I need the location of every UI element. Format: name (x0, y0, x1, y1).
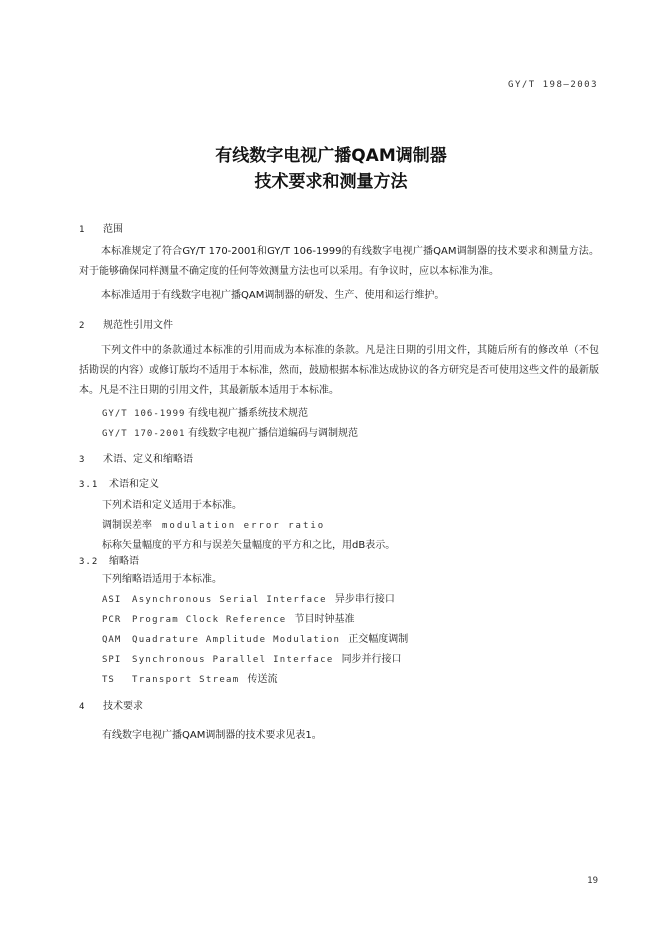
section-3-2-heading (79, 552, 139, 567)
section-number: 3 (79, 455, 86, 465)
term-name: 调制误差率 (102, 520, 152, 531)
section-4-heading (79, 697, 143, 712)
abbreviation-chinese: 同步并行接口 (341, 654, 402, 665)
abbreviation-chinese: 传送流 (247, 674, 278, 685)
section-1-heading (79, 220, 123, 235)
document-title-line1: 有线数字电视广播QAM调制器 (215, 146, 447, 166)
abbreviation: TS (102, 675, 115, 685)
abbreviation-english: Synchronous Parallel Interface (132, 655, 334, 665)
abbreviation-english: Program Clock Reference (132, 615, 287, 625)
abbreviation-row (102, 610, 355, 625)
abbreviation-row (102, 650, 402, 665)
terms-intro: 下列术语和定义适用于本标准。 (102, 500, 242, 511)
document-title-line2: 技术要求和测量方法 (254, 172, 408, 192)
section-number: 4 (79, 702, 86, 712)
page-number: 19 (587, 876, 598, 886)
abbreviation: ASI (102, 595, 122, 605)
section-title: 术语、定义和缩略语 (103, 454, 193, 465)
section-2-heading (79, 316, 173, 331)
abbreviation-row (102, 670, 278, 685)
abbreviation: QAM (102, 635, 122, 645)
section-1-paragraph-2: 本标准适用于有线数字电视广播QAM调制器的研发、生产、使用和运行维护。 (101, 290, 445, 301)
abbreviation-english: Asynchronous Serial Interface (132, 595, 327, 605)
section-number: 1 (79, 225, 86, 235)
section-1-paragraph-1: 本标准规定了符合GY/T 170-2001和GY/T 106-1999的有线数字电视广播QAM调制器的技术要求和测量方法。对于能够确保同样测量不确定度的任何等效测量方法也可以采用。有争议时，应以本标准为准。 (79, 246, 599, 277)
term-definition: 标称矢量幅度的平方和与误差矢量幅度的平方和之比，用dB表示。 (102, 540, 396, 551)
section-number: 3.1 (79, 480, 99, 490)
term-english: modulation error ratio (162, 521, 326, 531)
abbreviation-english: Quadrature Amplitude Modulation (132, 635, 341, 645)
section-title: 技术要求 (103, 701, 143, 712)
section-title: 术语和定义 (109, 479, 159, 490)
section-number: 2 (79, 321, 86, 331)
abbreviations-intro: 下列缩略语适用于本标准。 (102, 574, 222, 585)
abbreviation-row (102, 590, 395, 605)
reference-code: GY/T 106-1999 (102, 409, 186, 419)
section-2-paragraph: 下列文件中的条款通过本标准的引用而成为本标准的条款。凡是注日期的引用文件，其随后所有的修改单（不包括勘误的内容）或修订版均不适用于本标准，然而，鼓励根据本标准达成协议的各方研究是否可使用这些文件的最新版本。凡是不注日期的引用文件，其最新版本适用于本标准。 (79, 345, 599, 396)
section-3-heading (79, 450, 193, 465)
abbreviation: SPI (102, 655, 122, 665)
reference-item (102, 424, 358, 439)
standard-number: GY/T 198—2003 (508, 80, 598, 90)
section-title: 规范性引用文件 (103, 320, 173, 331)
section-number: 3.2 (79, 557, 99, 567)
abbreviation: PCR (102, 615, 122, 625)
abbreviation-english: Transport Stream (132, 675, 240, 685)
section-title: 缩略语 (109, 556, 139, 567)
reference-code: GY/T 170-2001 (102, 429, 186, 439)
abbreviation-chinese: 节目时钟基准 (294, 614, 355, 625)
section-title: 范围 (103, 224, 123, 235)
abbreviation-row (102, 630, 408, 645)
reference-title: 有线电视广播系统技术规范 (188, 408, 308, 419)
abbreviation-chinese: 异步串行接口 (334, 594, 395, 605)
term-entry (102, 516, 325, 531)
reference-item (102, 404, 308, 419)
abbreviation-chinese: 正交幅度调制 (348, 634, 409, 645)
reference-title: 有线数字电视广播信道编码与调制规范 (188, 428, 358, 439)
section-3-1-heading (79, 475, 159, 490)
section-4-paragraph: 有线数字电视广播QAM调制器的技术要求见表1。 (102, 730, 322, 741)
